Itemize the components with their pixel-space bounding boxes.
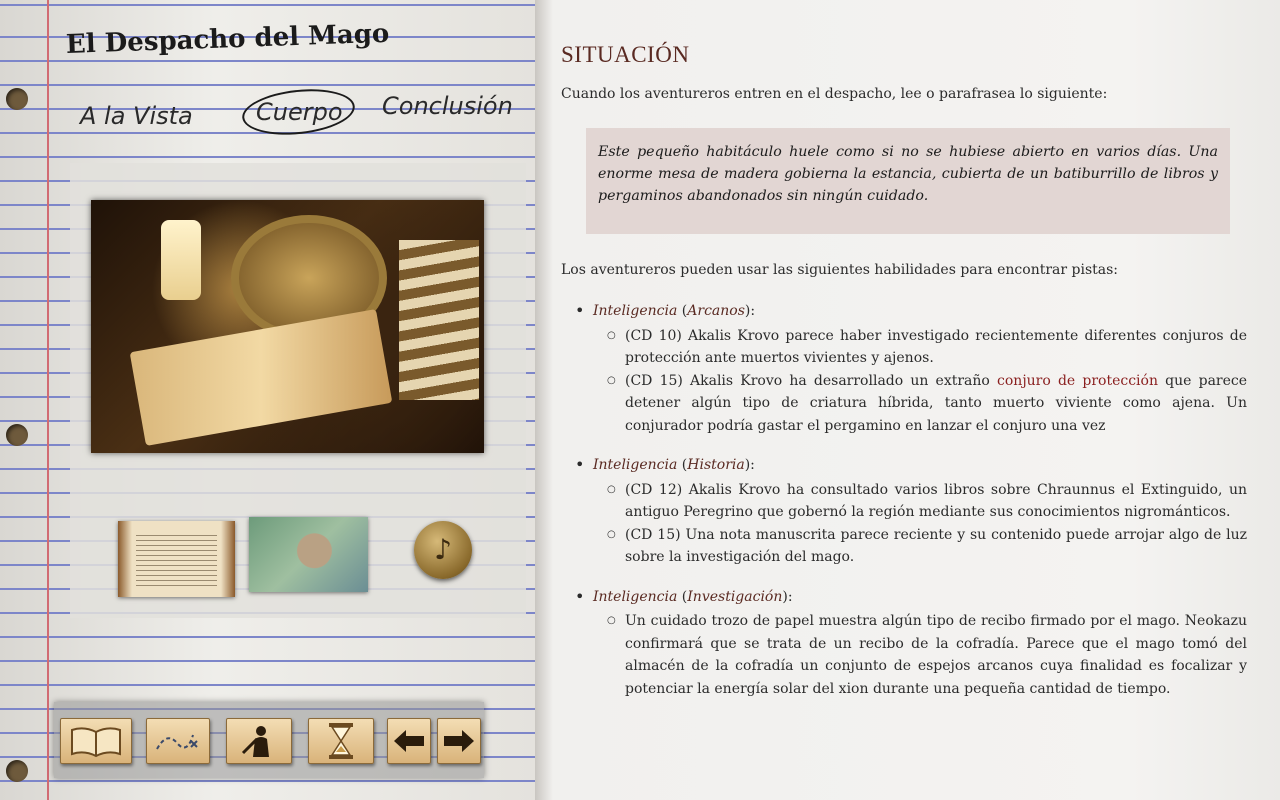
section-title: SITUACIÓN [561, 42, 690, 67]
skill-subskill: Historia [687, 457, 745, 473]
skill-item-arcanos: • Inteligencia (Arcanos): ○ (CD 10) Akalis Krovo parece haber investigado recientemente diferentes conjuros de protección ante muertos vivientes y ajenos. ○ (CD 15) Akalis Krovo ha desarrollado un extraño conjuro de protección que parece detener algún tipo de criatura híbrida, tanto muerto viviente como ajena. Un conjurador podría gastar el pergamino en lanzar el conjuro una vez [575, 300, 1247, 437]
skill-checks [593, 325, 1247, 438]
tab-a-la-vista[interactable]: A la Vista [80, 102, 193, 130]
arrow-left-svg [392, 728, 426, 754]
skill-subskill: Investigación [687, 588, 783, 605]
skill-name: Inteligencia [593, 588, 678, 605]
binder-hole [6, 424, 28, 446]
tab-conclusion[interactable]: Conclusión [382, 92, 513, 120]
note-text-lines [136, 535, 217, 587]
skill-item-investigacion: • Inteligencia (Investigación): ○ Un cuidado trozo de papel muestra algún tipo de recibo firmado por el mago. Neokazu confirmará que se trata de un recibo de la cofradía. Parece que el mago tomó del almacén de la cofradía un conjunto de espejos arcanos cuya finalidad es focalizar y potenciar la energía solar del xion durante una pequeña cantidad de tiempo. [575, 586, 1247, 701]
content-page [535, 0, 1280, 800]
skill-checks [593, 479, 1247, 569]
check-text: que parece detener algún tipo de criatura híbrida, tanto muerto viviente como ajena. Un conjurador podría gastar el pergamino en lanzar el conjuro una vez [625, 372, 1248, 434]
handwritten-note-thumbnail[interactable] [118, 521, 235, 597]
treasure-map-icon[interactable] [146, 718, 210, 764]
skill-subskill: Arcanos [687, 303, 745, 319]
read-aloud-box: Este pequeño habitáculo huele como si no se hubiese abierto en varios días. Una enorme mesa de madera gobierna la estancia, cubierta de un batiburrillo de libros y pergaminos abandonados sin ningún cuidado. [586, 128, 1230, 234]
nav-tabs [80, 92, 520, 136]
margin-line [47, 0, 49, 800]
hero-silhouette-svg [239, 723, 279, 759]
notebook-title: El Despacho del Mago [65, 18, 390, 60]
lyre-icon[interactable]: ♪ [414, 521, 472, 579]
tab-cuerpo[interactable]: Cuerpo [256, 98, 343, 126]
skill-checks [593, 610, 1247, 700]
skill-check: ○ (CD 10) Akalis Krovo parece haber investigado recientemente diferentes conjuros de protección ante muertos vivientes y ajenos. [607, 325, 1247, 370]
binder-hole [6, 88, 28, 110]
skills-intro: Los aventureros pueden usar las siguientes habilidades para encontrar pistas: [561, 262, 1119, 278]
skill-item-historia: • Inteligencia (Historia): ○ (CD 12) Akalis Krovo ha consultado varios libros sobre Chraunnus el Extinguido, un antiguo Peregrino que gobernó la región mediante sus conocimientos nigrománticos. ○ (CD 15) Una nota manuscrita parece reciente y su contenido puede arrojar algo de luz sobre la investigación del mago. [575, 454, 1247, 569]
book-icon-svg [68, 724, 124, 758]
hero-silhouette-icon[interactable] [226, 718, 292, 764]
notebook-page [0, 0, 540, 800]
intro-text: Cuando los aventureros entren en el despacho, lee o parafrasea lo siguiente: [561, 86, 1108, 102]
map-thumbnail[interactable] [249, 517, 368, 592]
check-text: (CD 15) Akalis Krovo ha desarrollado un extraño [625, 372, 998, 389]
skill-check [607, 370, 1247, 438]
desk-photo [91, 200, 484, 453]
skill-check: ○ Un cuidado trozo de papel muestra algún tipo de recibo firmado por el mago. Neokazu confirmará que se trata de un recibo de la cofradía. Parece que el mago tomó del almacén de la cofradía un conjunto de espejos arcanos cuya finalidad es focalizar y potenciar la energía solar del xion durante una pequeña cantidad de tiempo. [607, 610, 1247, 700]
treasure-map-svg [153, 725, 203, 757]
arrow-right-icon[interactable] [437, 718, 481, 764]
candle-graphic [161, 220, 201, 300]
conjuro-de-proteccion-link[interactable]: conjuro de protección [997, 372, 1158, 389]
open-book-graphic [130, 309, 393, 446]
binder-hole [6, 760, 28, 782]
arrow-left-icon[interactable] [387, 718, 431, 764]
skill-check: ○ (CD 15) Una nota manuscrita parece reciente y su contenido puede arrojar algo de luz sobre la investigación del mago. [607, 524, 1247, 569]
skill-name: Inteligencia [593, 457, 678, 473]
books-stack-graphic [399, 240, 479, 400]
toolbar [54, 702, 484, 778]
arrow-right-svg [442, 728, 476, 754]
hourglass-svg [327, 722, 355, 760]
skills-list [575, 300, 1247, 717]
hourglass-icon[interactable] [308, 718, 374, 764]
skill-name: Inteligencia [593, 303, 678, 319]
book-icon[interactable] [60, 718, 132, 764]
skill-check: ○ (CD 12) Akalis Krovo ha consultado varios libros sobre Chraunnus el Extinguido, un antiguo Peregrino que gobernó la región mediante sus conocimientos nigrománticos. [607, 479, 1247, 524]
